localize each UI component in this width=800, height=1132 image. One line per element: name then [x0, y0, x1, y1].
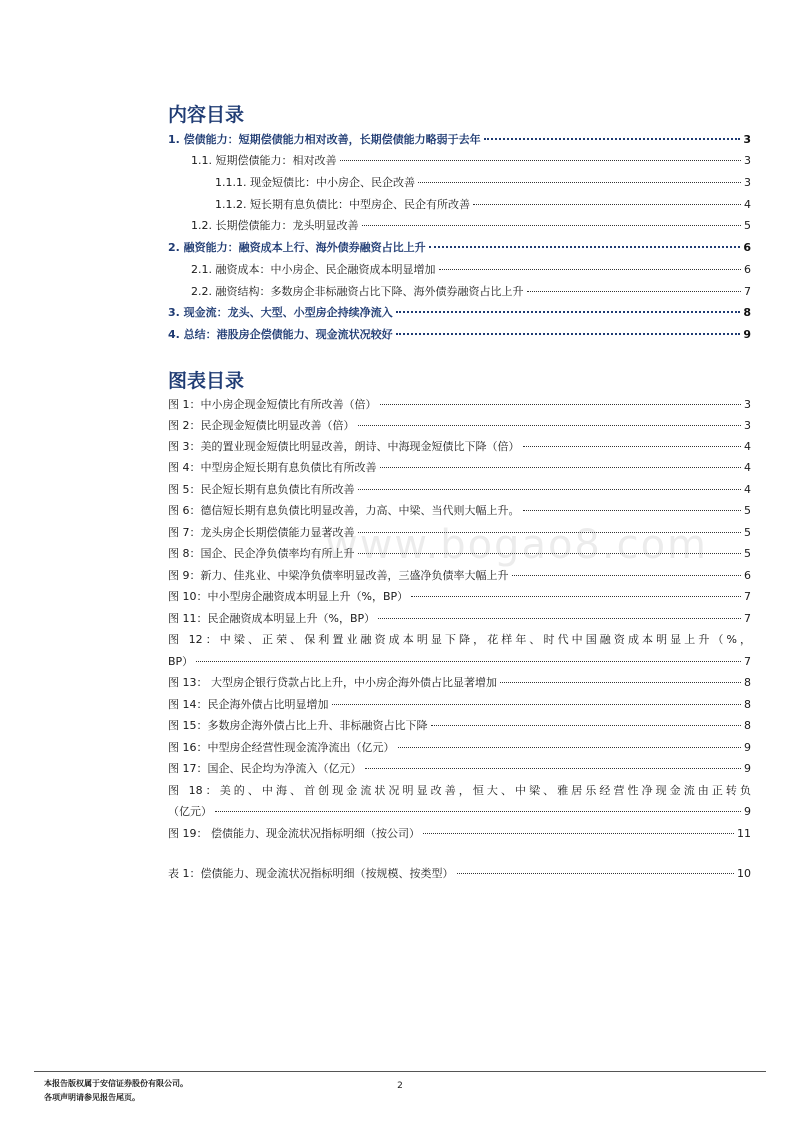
figure-entry-6[interactable]: 图 6：德信短长期有息负债比明显改善，力高、中梁、当代则大幅上升。 5 [168, 504, 751, 517]
figure-entry-2[interactable]: 图 2：民企现金短债比明显改善（倍） 3 [168, 419, 751, 432]
toc-entry-1-2[interactable]: 1.2. 长期偿债能力：龙头明显改善 5 [191, 219, 751, 232]
figure-entry-1[interactable]: 图 1：中小房企现金短债比有所改善（倍） 3 [168, 398, 751, 411]
figure-entry-4[interactable]: 图 4：中型房企短长期有息负债比有所改善 4 [168, 461, 751, 474]
footer-disclaimer: 各项声明请参见报告尾页。 [44, 1093, 140, 1102]
figure-entry-8[interactable]: 图 8：国企、民企净负债率均有所上升 5 [168, 547, 751, 560]
figure-entry-19[interactable]: 图 19： 偿债能力、现金流状况指标明细（按公司） 11 [168, 827, 751, 840]
figure-entry-15[interactable]: 图 15：多数房企海外债占比上升、非标融资占比下降 8 [168, 719, 751, 732]
figure-entry-11[interactable]: 图 11：民企融资成本明显上升（%，BP） 7 [168, 612, 751, 625]
toc-entry-1-1[interactable]: 1.1. 短期偿债能力：相对改善 3 [191, 154, 751, 167]
figure-entry-7[interactable]: 图 7：龙头房企长期偿债能力显著改善 5 [168, 526, 751, 539]
figure-entry-3[interactable]: 图 3：美的置业现金短债比明显改善，朗诗、中海现金短债比下降（倍） 4 [168, 440, 751, 453]
toc-heading: 内容目录 [168, 104, 245, 126]
figure-entry-12[interactable]: BP） 7 [168, 655, 751, 668]
figure-entry-14[interactable]: 图 14：民企海外债占比明显增加 8 [168, 698, 751, 711]
toc-entry-1[interactable]: 1. 偿债能力：短期偿债能力相对改善，长期偿债能力略弱于去年 3 [168, 133, 751, 146]
toc-entry-2-2[interactable]: 2.2. 融资结构：多数房企非标融资占比下降、海外债券融资占比上升 7 [191, 285, 751, 298]
figures-heading: 图表目录 [168, 370, 245, 392]
figure-entry-16[interactable]: 图 16：中型房企经营性现金流净流出（亿元） 9 [168, 741, 751, 754]
figure-entry-10[interactable]: 图 10：中小型房企融资成本明显上升（%，BP） 7 [168, 590, 751, 603]
figure-entry-5[interactable]: 图 5：民企短长期有息负债比有所改善 4 [168, 483, 751, 496]
toc-entry-2[interactable]: 2. 融资能力：融资成本上行、海外债券融资占比上升 6 [168, 241, 751, 254]
figure-entry-9[interactable]: 图 9：新力、佳兆业、中梁净负债率明显改善，三盛净负债率大幅上升 6 [168, 569, 751, 582]
toc-entry-1-1-1[interactable]: 1.1.1. 现金短债比：中小房企、民企改善 3 [215, 176, 751, 189]
page-number: 2 [397, 1081, 403, 1091]
footer-divider [34, 1071, 766, 1072]
table-entry-1[interactable]: 表 1：偿债能力、现金流状况指标明细（按规模、按类型） 10 [168, 867, 751, 880]
toc-entry-1-1-2[interactable]: 1.1.2. 短长期有息负债比：中型房企、民企有所改善 4 [215, 198, 751, 211]
toc-entry-4[interactable]: 4. 总结：港股房企偿债能力、现金流状况较好 9 [168, 328, 751, 341]
figure-entry-17[interactable]: 图 17：国企、民企均为净流入（亿元） 9 [168, 762, 751, 775]
toc-entry-2-1[interactable]: 2.1. 融资成本：中小房企、民企融资成本明显增加 6 [191, 263, 751, 276]
watermark: www.bogao8.com [325, 522, 709, 568]
figure-entry-13[interactable]: 图 13： 大型房企银行贷款占比上升，中小房企海外债占比显著增加 8 [168, 676, 751, 689]
toc-entry-3[interactable]: 3. 现金流：龙头、大型、小型房企持续净流入 8 [168, 306, 751, 319]
figure-entry-18-line1[interactable]: 图 18：美的、中海、首创现金流状况明显改善，恒大、中梁、雅居乐经营性净现金流由正转负 [168, 784, 751, 797]
figure-entry-18[interactable]: （亿元） 9 [168, 805, 751, 818]
footer-copyright: 本报告版权属于安信证券股份有限公司。 [44, 1079, 188, 1088]
figure-entry-12-line1[interactable]: 图 12：中梁、正荣、保利置业融资成本明显下降，花样年、时代中国融资成本明显上升（%， [168, 633, 751, 646]
